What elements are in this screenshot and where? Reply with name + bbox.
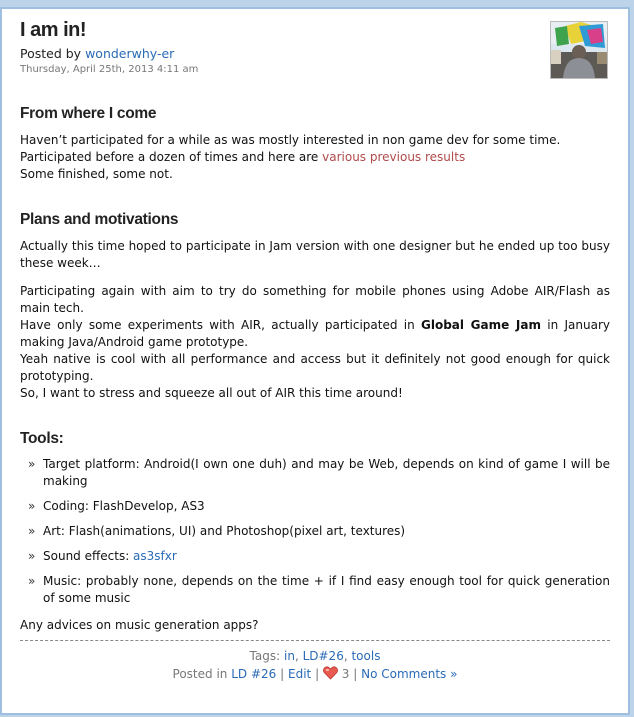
category-link[interactable]: LD #26 [231,667,277,681]
tools-list [20,456,610,607]
posted-in-label: Posted in [172,667,228,681]
bullet-icon: » [28,457,36,471]
separator: | [280,667,285,681]
post-card [0,7,630,715]
origin-line-1: Haven’t participated for a while as was mostly interested in non game dev for some time. [20,133,561,147]
section-heading-plans: Plans and motivations [20,211,179,228]
author-link[interactable]: wonderwhy-er [85,46,175,61]
plans-line-4: So, I want to stress and squeeze all out of AIR this time around! [20,386,403,400]
plans-line-2-after: in January making Java/Android game prototype. [20,318,610,349]
section-heading-tools: Tools: [20,430,64,447]
list-item [28,498,610,515]
comments-link[interactable]: No Comments » [361,667,458,681]
edit-link[interactable]: Edit [288,667,312,681]
bullet-icon: » [28,524,36,538]
plans-paragraph-1: Actually this time hoped to participate in Jam version with one designer but he ended up too busy these week… [20,239,610,270]
bullet-icon: » [28,549,36,563]
as3sfxr-link[interactable]: as3sfxr [133,549,177,563]
plans-line-1: Participating again with aim to try do something for mobile phones using Adobe AIR/Flash as main tech. [20,284,610,315]
tag-link[interactable]: in [283,649,295,663]
tool-text: Target platform: Android(I own one duh) and may be Web, depends on kind of game I will be making [43,457,610,488]
post-header [2,9,628,75]
list-item [28,548,610,565]
bullet-icon: » [28,499,36,513]
previous-results-link[interactable]: various previous results [322,150,466,164]
origin-line-3: Some finished, some not. [20,167,173,181]
post-footer [20,640,610,685]
posted-by-label: Posted by [20,46,82,61]
tag-link[interactable]: tools [351,649,381,663]
avatar-image [551,22,607,78]
plans-line-3: Yeah native is cool with all performance and access but it definitely not good enough for quick prototyping. [20,352,610,383]
post-date: Thursday, April 25th, 2013 4:11 am [20,64,199,75]
tools-closing: Any advices on music generation apps? [20,618,259,632]
tags-row: Tags: in, LD#26, tools [249,649,381,663]
heart-icon[interactable] [323,666,338,685]
tool-text: Coding: FlashDevelop, AS3 [43,499,205,513]
avatar[interactable] [550,21,608,79]
list-item [28,573,610,607]
separator: | [353,667,358,681]
bullet-icon: » [28,574,36,588]
plans-line-2 [20,317,610,351]
section-heading-origin: From where I come [20,105,157,122]
origin-line-2-text: Participated before a dozen of times and here are [20,150,323,164]
post-title[interactable]: I am in! [20,19,87,41]
list-item [28,456,610,490]
byline [20,46,610,61]
plans-line-2-before: Have only some experiments with AIR, actually participated in [20,318,421,332]
tool-text: Art: Flash(animations, UI) and Photoshop(pixel art, textures) [43,524,406,538]
tags-label: Tags: [249,649,281,663]
meta-row [20,665,610,685]
tool-text: Sound effects: [43,549,134,563]
list-item [28,523,610,540]
origin-line-2 [20,149,610,166]
separator: | [315,667,320,681]
tool-text: Music: probably none, depends on the time + if I find easy enough tool for quick generation of some music [43,574,610,605]
global-game-jam-text: Global Game Jam [420,318,541,332]
likes-count: 3 [341,667,350,681]
tag-link[interactable]: LD#26 [302,649,344,663]
post-content [2,75,628,640]
